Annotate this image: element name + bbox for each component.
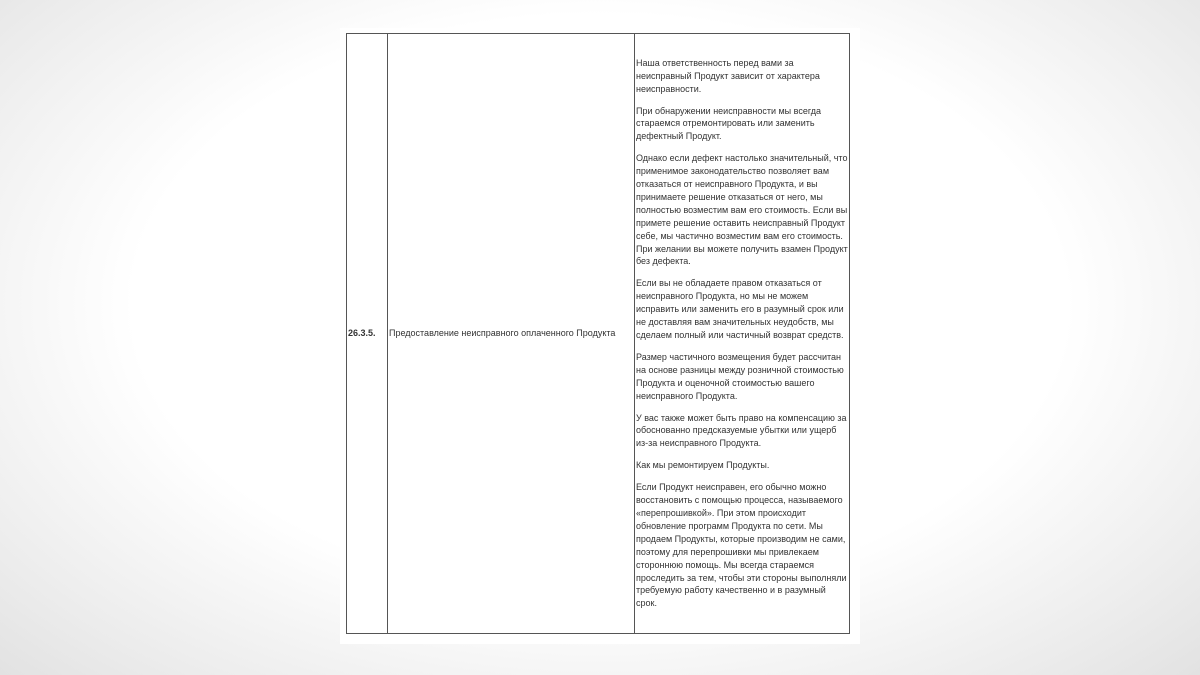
paragraph: Если вы не обладаете правом отказаться от неисправного Продукта, но мы не можем исправить или заменить его в разумный срок или не доставляя вам значительных неудобств, мы сделаем полный или частичный возврат средств. [636,278,844,340]
section-text [635,34,850,634]
table-row [347,34,850,634]
paragraph: Однако если дефект настолько значительный, что применимое законодательство позволяет вам отказаться от неисправного Продукта, и вы принимаете решение отказаться от него, мы полностью возместим вам его стоимость. Если вы примете решение оставить неисправный Продукт себе, мы частично возместим вам его стоимость. При желании вы можете получить взамен Продукт без дефекта. [636,153,848,267]
section-title: Предоставление неисправного оплаченного Продукта [388,34,635,634]
terms-table [346,33,850,634]
paragraph: У вас также может быть право на компенсацию за обоснованно предсказуемые убытки или ущерб из-за неисправного Продукта. [636,412,847,449]
paragraph: Размер частичного возмещения будет рассчитан на основе разницы между розничной стоимостью Продукта и оценочной стоимостью вашего неисправного Продукта. [636,351,844,401]
document-page [340,28,860,644]
paragraph: При обнаружении неисправности мы всегда стараемся отремонтировать или заменить дефектный Продукт. [636,105,821,142]
paragraph: Как мы ремонтируем Продукты. [636,460,770,471]
section-number: 26.3.5. [347,34,388,634]
paragraph: Если Продукт неисправен, его обычно можно восстановить с помощью процесса, называемого «перепрошивкой». При этом происходит обновление программ Продукта по сети. Мы продаем Продукты, которые производим не сами, поэтому для перепрошивки мы привлекаем стороннюю помощь. Мы всегда стараемся проследить за тем, чтобы эти стороны выполняли требуемую работу качественно и в разумный срок. [636,482,847,609]
paragraph: Наша ответственность перед вами за неисправный Продукт зависит от характера неисправности. [636,57,820,94]
